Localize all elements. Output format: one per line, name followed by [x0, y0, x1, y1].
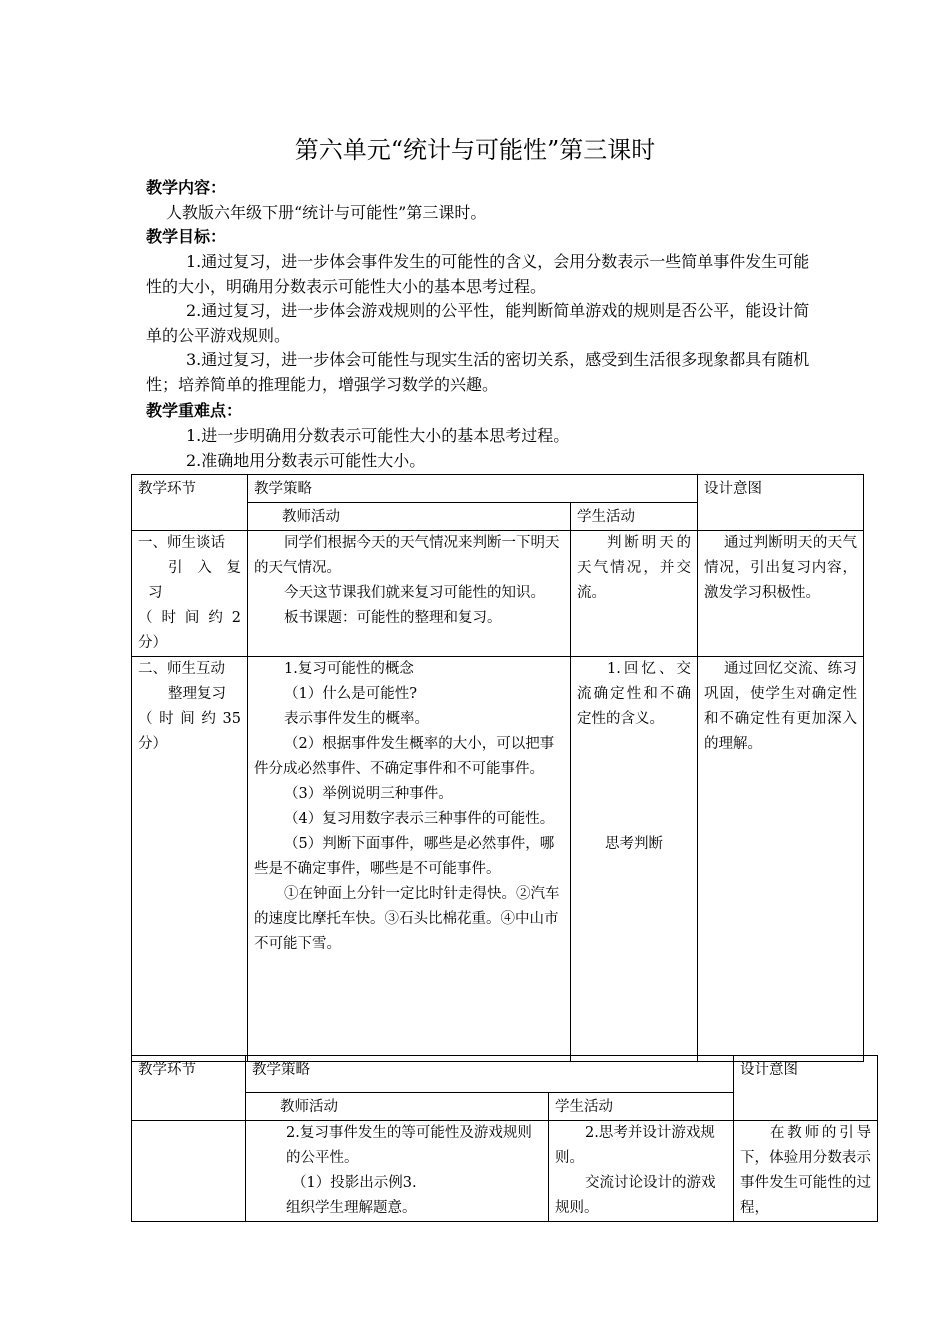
content-text: 人教版六年级下册“统计与可能性”第三课时。	[166, 203, 487, 222]
table-row	[132, 531, 864, 657]
header-strategy: 教学策略	[248, 475, 698, 503]
design-cell: 通过判断明天的天气情况，引出复习内容，激发学习积极性。	[698, 531, 864, 657]
keypoints-heading: 教学重难点：	[146, 401, 243, 420]
design-cell: 在教师的引导下，体验用分数表示事件发生可能性的过程，	[734, 1121, 878, 1222]
student-cell: 1.回忆、交流确定性和不确定性的含义。 思考判断	[571, 657, 698, 1062]
stage-cell: 一、师生谈话 引入复 习 （时间约2 分）	[132, 531, 248, 657]
keypoint-1: 1.进一步明确用分数表示可能性大小的基本思考过程。	[186, 426, 570, 445]
content-heading: 教学内容：	[146, 178, 227, 197]
lesson-table	[131, 474, 864, 1062]
header-stage: 教学环节	[132, 475, 248, 531]
table-row	[132, 1121, 878, 1222]
header-stage: 教学环节	[132, 1056, 246, 1121]
design-cell: 通过回忆交流、练习巩固，使学生对确定性和不确定性有更加深入的理解。	[698, 657, 864, 1062]
student-cell: 2.思考并设计游戏规则。 交流讨论设计的游戏规则。	[549, 1121, 734, 1222]
stage-cell	[132, 1121, 246, 1222]
header-student: 学生活动	[549, 1093, 734, 1121]
header-design: 设计意图	[734, 1056, 878, 1121]
table-row	[132, 657, 864, 1062]
teacher-cell: 2.复习事件发生的等可能性及游戏规则的公平性。 （1）投影出示例3. 组织学生理解题意。	[246, 1121, 549, 1222]
goal-2: 2.通过复习，进一步体会游戏规则的公平性，能判断简单游戏的规则是否公平，能设计简单的公平游戏规则。	[146, 301, 810, 345]
header-strategy: 教学策略	[246, 1056, 734, 1093]
lesson-table-continued	[131, 1055, 878, 1222]
goals-heading: 教学目标：	[146, 227, 227, 246]
header-student: 学生活动	[571, 503, 698, 531]
keypoint-2: 2.准确地用分数表示可能性大小。	[186, 451, 426, 470]
teacher-cell: 同学们根据今天的天气情况来判断一下明天的天气情况。 今天这节课我们就来复习可能性的知识。 板书课题：可能性的整理和复习。	[248, 531, 571, 657]
goal-3: 3.通过复习，进一步体会可能性与现实生活的密切关系，感受到生活很多现象都具有随机性；培养简单的推理能力，增强学习数学的兴趣。	[146, 350, 810, 394]
page-title: 第六单元“统计与可能性”第三课时	[294, 136, 656, 164]
header-teacher: 教师活动	[248, 503, 571, 531]
stage-cell: 二、师生互动 整理复习 （时间约35 分）	[132, 657, 248, 1062]
teacher-cell: 1.复习可能性的概念 （1）什么是可能性? 表示事件发生的概率。 （2）根据事件发生概率的大小，可以把事件分成必然事件、不确定事件和不可能事件。 （3）举例说明三种事件。 （4）复习用数字表示三种事件的可能性。 （5）判断下面事件，哪些是必然事件，哪些是不确定事件，哪些是不可能事件。 ①在钟面上分针一定比时针走得快。②汽车的速度比摩托车快。③石头比棉花重。④中山市不可能下雪。	[248, 657, 571, 1062]
student-cell: 判断明天的天气情况，并交流。	[571, 531, 698, 657]
header-design: 设计意图	[698, 475, 864, 531]
header-teacher: 教师活动	[246, 1093, 549, 1121]
goal-1: 1.通过复习，进一步体会事件发生的可能性的含义，会用分数表示一些简单事件发生可能性的大小，明确用分数表示可能性大小的基本思考过程。	[146, 252, 810, 296]
